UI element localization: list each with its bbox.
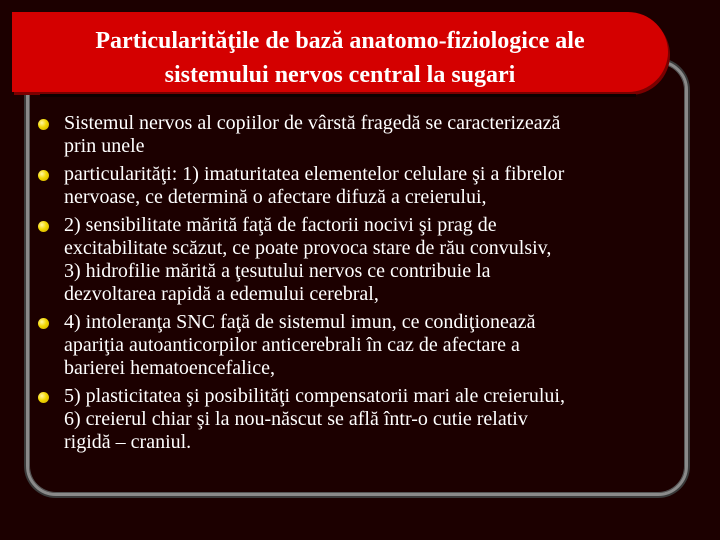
- bullet-icon: [38, 221, 49, 232]
- bullet-text-line: 6) creierul chiar şi la nou-născut se află într-o cutie relativ: [64, 408, 528, 430]
- bullet-item-1: [36, 112, 676, 158]
- slide-title-line-1: Particularităţile de bază anatomo-fiziologice ale: [95, 28, 585, 54]
- bullet-list: [36, 112, 676, 459]
- bullet-icon: [38, 119, 49, 130]
- bullet-text-line: barierei hematoencefalice,: [64, 357, 275, 379]
- bullet-text-line: rigidă – craniul.: [64, 431, 192, 453]
- bullet-text-line: prin unele: [64, 135, 145, 157]
- bullet-text-line: dezvoltarea rapidă a edemului cerebral,: [64, 283, 379, 305]
- bullet-text-line: 2) sensibilitate mărită faţă de factorii nocivi şi prag de: [64, 214, 497, 236]
- bullet-text-line: 5) plasticitatea şi posibilităţi compensatorii mari ale creierului,: [64, 385, 565, 407]
- bullet-item-2: [36, 163, 676, 209]
- bullet-icon: [38, 392, 49, 403]
- bullet-text-line: 4) intoleranţa SNC faţă de sistemul imun, ce condiţionează: [64, 311, 536, 333]
- title-underline: [40, 94, 636, 97]
- bullet-icon: [38, 318, 49, 329]
- bullet-text-line: nervoase, ce determină o afectare difuză a creierului,: [64, 186, 487, 208]
- bullet-icon: [38, 170, 49, 181]
- bullet-text-line: excitabilitate scăzut, ce poate provoca stare de rău convulsiv,: [64, 237, 552, 259]
- bullet-item-3: [36, 214, 676, 306]
- bullet-item-5: [36, 385, 676, 454]
- bullet-item-4: [36, 311, 676, 380]
- bullet-text-line: Sistemul nervos al copiilor de vârstă fragedă se caracterizează: [64, 112, 561, 134]
- bullet-text-line: apariţia autoanticorpilor anticerebrali în caz de afectare a: [64, 334, 520, 356]
- slide-title: [20, 24, 660, 92]
- bullet-text-line: particularităţi: 1) imaturitatea elementelor celulare şi a fibrelor: [64, 163, 565, 185]
- slide-title-line-2: sistemului nervos central la sugari: [164, 62, 516, 88]
- bullet-text-line: 3) hidrofilie mărită a ţesutului nervos ce contribuie la: [64, 260, 491, 282]
